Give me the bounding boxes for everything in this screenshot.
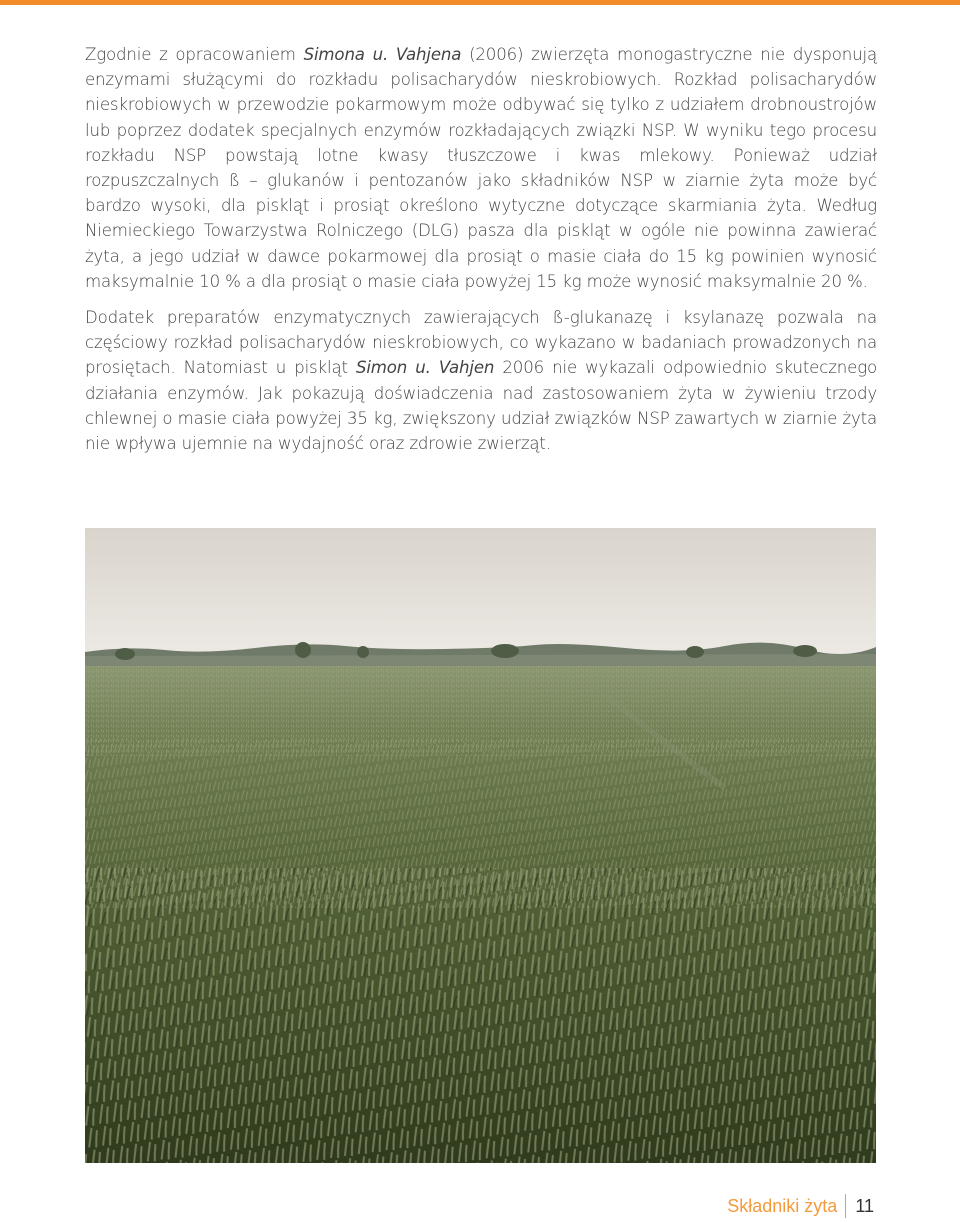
article-body <box>85 42 877 456</box>
rye-field-photo <box>85 528 876 1163</box>
page-footer <box>727 1193 874 1219</box>
paragraph-1-text-a: Zgodnie z opracowaniem <box>85 45 304 64</box>
footer-section-title: Składniki żyta <box>727 1195 838 1216</box>
citation-author: Simon u. Vahjen <box>355 358 495 378</box>
top-accent-bar <box>0 0 960 5</box>
paragraph-1 <box>85 42 877 294</box>
paragraph-2-text-b: 2006 nie wykazali odpowiednio skutecznego działania enzymów. Jak pokazują doświadczenia nad zastosowaniem żyta w żywieniu trzody chlewnej o masie ciała powyżej 35 kg, zwiększony udział związków NSP zawartych w ziarnie żyta nie wpływa ujemnie na wydajność oraz zdrowie zwierząt. <box>85 358 877 454</box>
page-number: 11 <box>855 1195 874 1216</box>
citation-author: Simona u. Vahjena <box>303 45 462 64</box>
paragraph-1-text-b: (2006) zwierzęta monogastryczne nie dysponują enzymami służącymi do rozkładu polisacharydów nieskrobiowych. Rozkład polisacharydów nieskrobiowych w przewodzie pokarmowym może odbywać się tylko z udziałem drobnoustrojów lub poprzez dodatek specjalnych enzymów rozkładających związki NSP. W wyniku tego procesu rozkładu NSP powstają lotne kwasy tłuszczowe i kwas mlekowy. Ponieważ udział rozpuszczalnych ß – glukanów i pentozanów jako składników NSP w ziarnie żyta może być bardzo wysoki, dla piskląt i prosiąt określono wytyczne dotyczące skarmiania żyta. Według Niemieckiego Towarzystwa Rolniczego (DLG) pasza dla piskląt w ogóle nie powinna zawierać żyta, a jego udział w dawce pokarmowej dla prosiąt o masie ciała do 15 kg powinien wynosić maksymalnie 10 % a dla prosiąt o masie ciała powyżej 15 kg może wynosić maksymalnie 20 %. <box>85 45 878 291</box>
paragraph-2-text-a: Dodatek preparatów enzymatycznych zawierających ß-glukanazę i ksylanazę pozwala na częściowy rozkład polisacharydów nieskrobiowych, co wykazano w badaniach prowadzonych na prosiętach. Natomiast u piskląt <box>85 308 877 378</box>
paragraph-2 <box>85 305 877 456</box>
footer-divider <box>845 1194 846 1218</box>
